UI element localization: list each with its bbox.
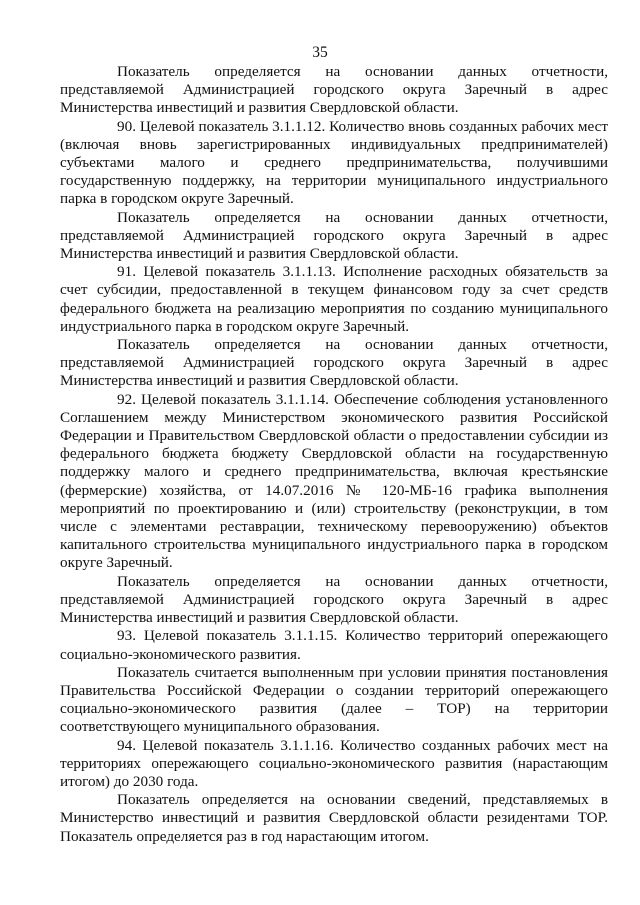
paragraph: Показатель определяется на основании сведений, представляемых в Министерство инвестиций и развития Свердловской области резидентами ТОР. Показатель определяется раз в год нарастающим итогом. bbox=[60, 791, 608, 845]
paragraph: Показатель определяется на основании данных отчетности, представляемой Администрацией городского округа Заречный в адрес Министерства инвестиций и развития Свердловской области. bbox=[60, 63, 608, 117]
paragraph: 91. Целевой показатель 3.1.1.13. Исполнение расходных обязательств за счет субсидии, предоставленной в текущем финансовом году за счет средств федерального бюджета на реализацию мероприятия по созданию муниципального индустриального парка в городском округе Заречный. bbox=[60, 263, 608, 335]
document-body bbox=[60, 63, 608, 846]
paragraph: Показатель определяется на основании данных отчетности, представляемой Администрацией городского округа Заречный в адрес Министерства инвестиций и развития Свердловской области. bbox=[60, 572, 608, 627]
paragraph: 92. Целевой показатель 3.1.1.14. Обеспечение соблюдения установленного Соглашением между Министерством экономического развития Российской Федерации и Правительством Свердловской области о предоставлении субсидии из федерального бюджета бюджету Свердловской области на государственную поддержку малого и среднего предпринимательства, включая крестьянские (фермерские) хозяйства, от 14.07.2016 № 120-МБ-16 графика выполнения мероприятий по проектированию и (или) строительству (реконструкции, в том числе с элементами реставрации, техническому перевооружению) объектов капитального строительства муниципального индустриального парка в городском округе Заречный. bbox=[60, 390, 608, 572]
paragraph: 93. Целевой показатель 3.1.1.15. Количество территорий опережающего социально-экономического развития. bbox=[60, 627, 608, 663]
paragraph: Показатель считается выполненным при условии принятия постановления Правительства Российской Федерации о создании территорий опережающего социально-экономического развития (далее – ТОР) на территории соответствующего муниципального образования. bbox=[60, 663, 608, 736]
paragraph: Показатель определяется на основании данных отчетности, представляемой Администрацией городского округа Заречный в адрес Министерства инвестиций и развития Свердловской области. bbox=[60, 336, 608, 390]
paragraph: 90. Целевой показатель 3.1.1.12. Количество вновь созданных рабочих мест (включая вновь зарегистрированных индивидуальных предпринимателей) субъектами малого и среднего предпринимательства, получившими государственную поддержку, на территории муниципального индустриального парка в городском округе Заречный. bbox=[60, 117, 608, 208]
paragraph: Показатель определяется на основании данных отчетности, представляемой Администрацией городского округа Заречный в адрес Министерства инвестиций и развития Свердловской области. bbox=[60, 208, 608, 263]
page-number: 35 bbox=[312, 44, 328, 61]
paragraph: 94. Целевой показатель 3.1.1.16. Количество созданных рабочих мест на территориях опережающего социально-экономического развития (нарастающим итогом) до 2030 года. bbox=[60, 736, 608, 790]
